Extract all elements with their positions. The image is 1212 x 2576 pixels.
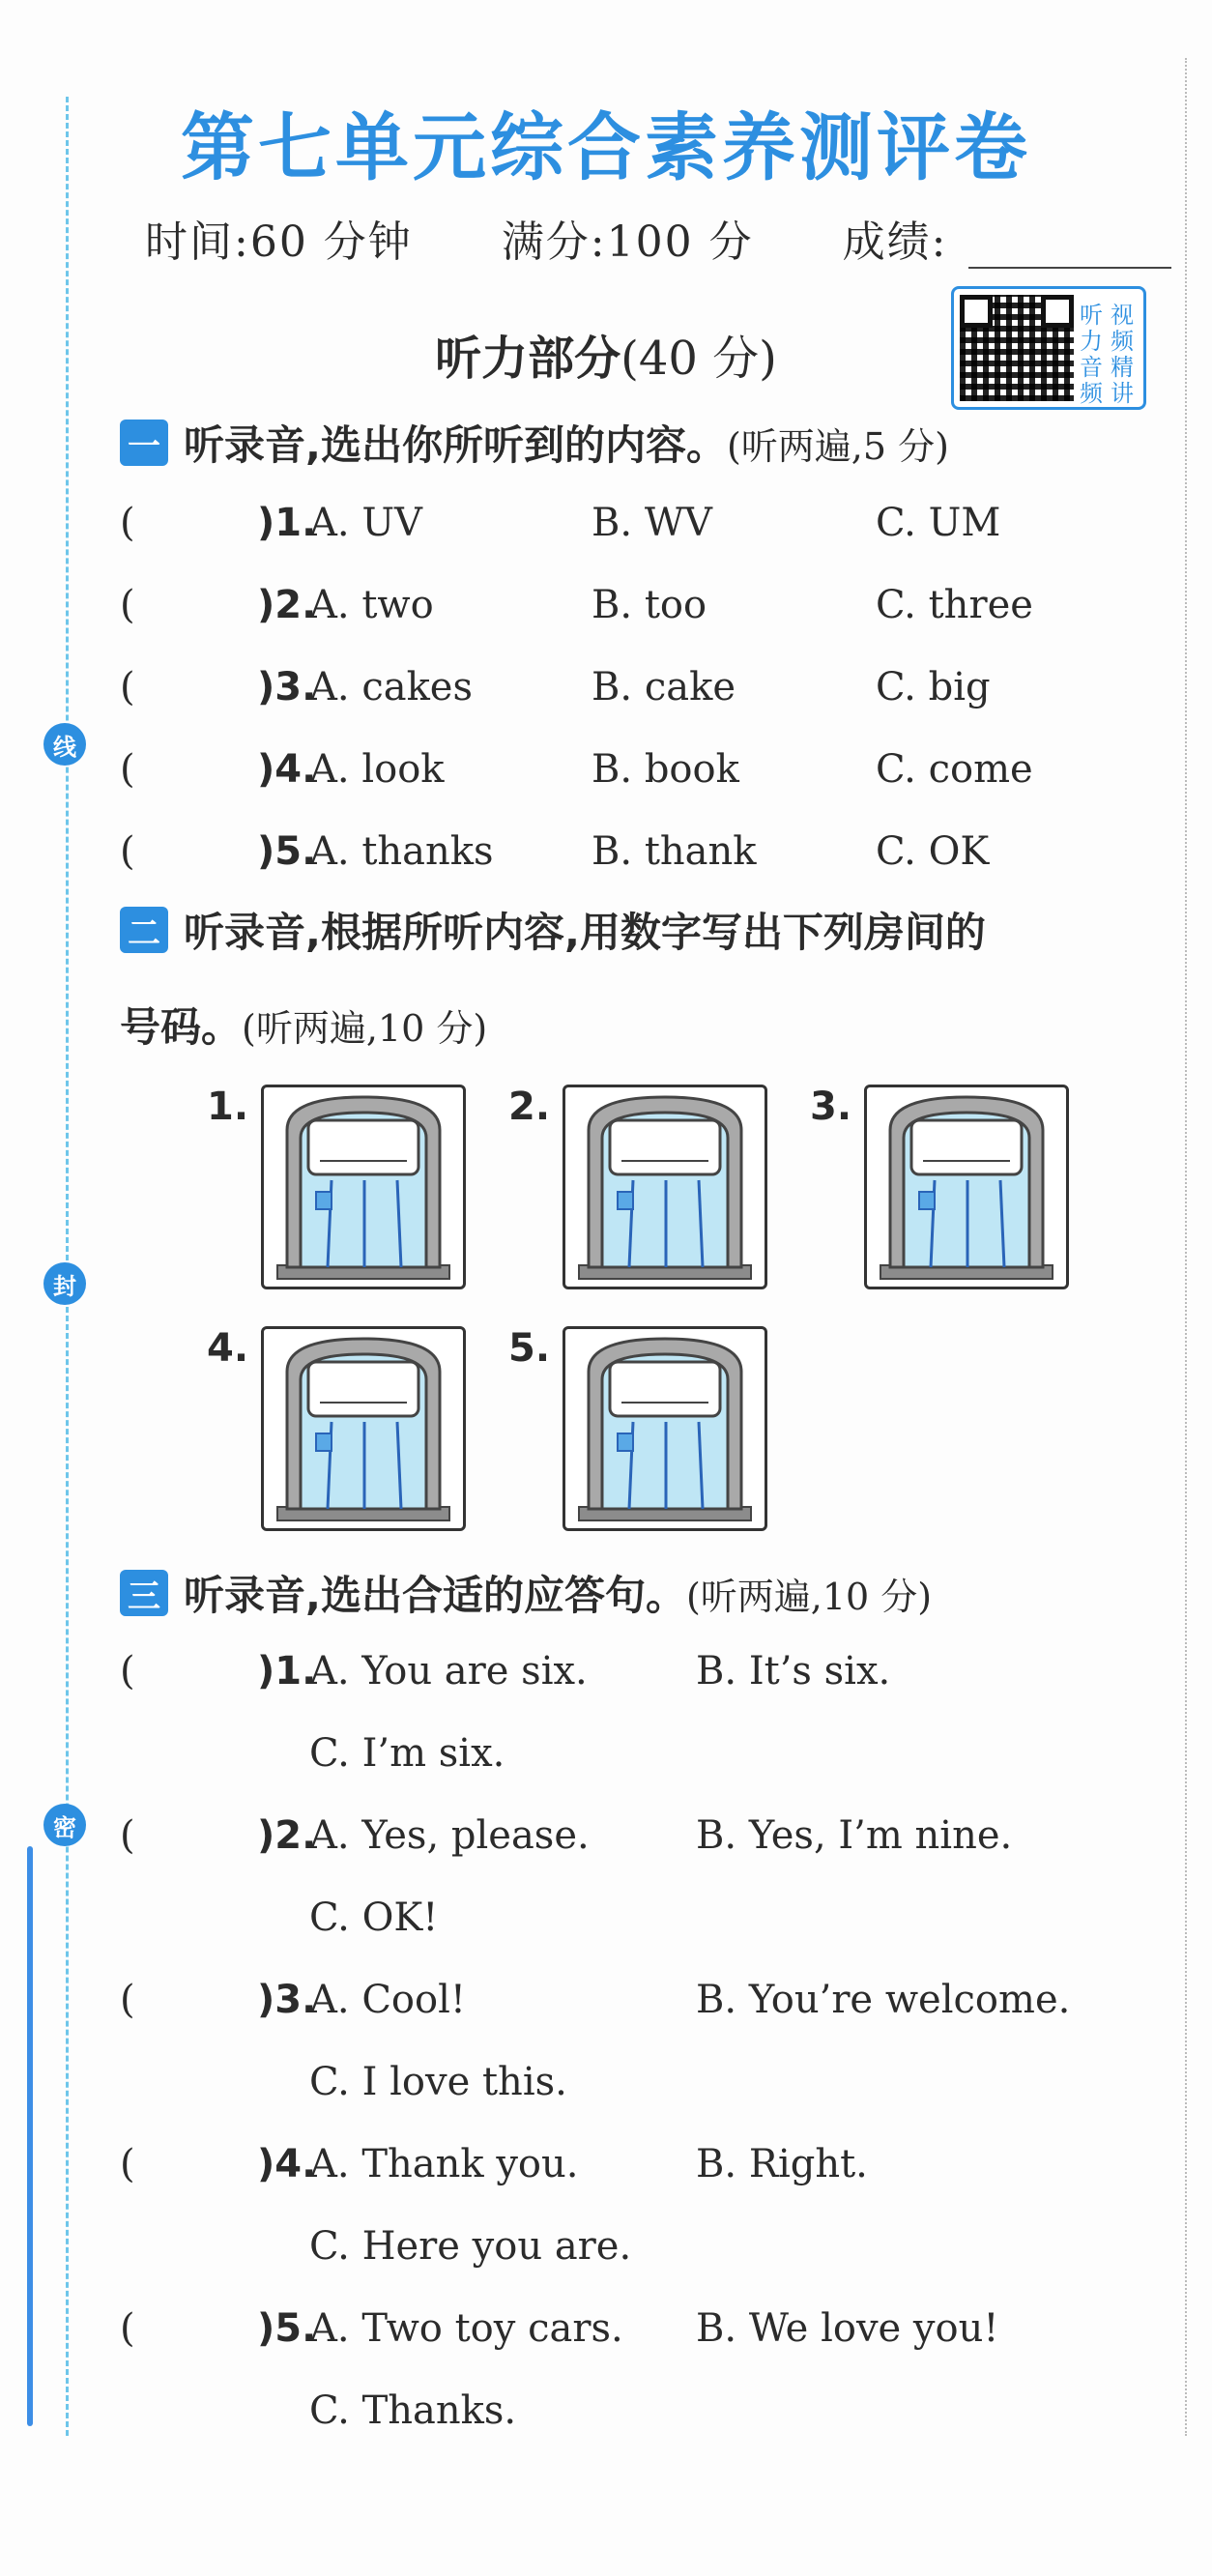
option-c[interactable]: C. three — [876, 583, 1033, 627]
door-picture — [864, 1085, 1069, 1289]
part-title-main: 听力部分 — [435, 332, 621, 386]
qr-code-panel[interactable] — [951, 286, 1146, 410]
question-row — [120, 665, 1183, 713]
option-a[interactable]: A. You are six. — [309, 1649, 588, 1693]
question-row-cont — [120, 2060, 1183, 2108]
qr-caption-char: 讲 — [1111, 380, 1134, 407]
answer-paren-open: ( — [120, 501, 135, 545]
question-number: )3. — [257, 1978, 317, 2022]
option-a[interactable]: A. look — [309, 747, 445, 792]
section-note: (听两遍,10 分) — [685, 1575, 933, 1618]
option-a[interactable]: A. thanks — [309, 829, 494, 874]
door-icon — [264, 1329, 463, 1528]
section-badge: 二 — [120, 907, 168, 953]
margin-mark-xian: 线 — [43, 723, 86, 766]
exam-meta — [145, 207, 1171, 269]
option-b[interactable]: B. cake — [592, 665, 736, 709]
margin-mark-feng: 封 — [43, 1262, 86, 1305]
door-picture — [261, 1326, 466, 1531]
door-icon — [565, 1329, 765, 1528]
question-number: )4. — [257, 747, 317, 792]
answer-paren-open: ( — [120, 829, 135, 874]
answer-paren-open: ( — [120, 1649, 135, 1693]
door-icon — [264, 1087, 463, 1287]
option-b[interactable]: B. thank — [592, 829, 757, 874]
section-badge: 一 — [120, 420, 168, 466]
qr-code-icon — [960, 295, 1074, 401]
qr-caption-char: 频 — [1080, 380, 1103, 407]
option-a[interactable]: A. UV — [309, 501, 422, 545]
question-row — [120, 501, 1183, 549]
option-c[interactable]: C. OK — [876, 829, 990, 874]
question-number: )1. — [257, 501, 317, 545]
score-blank[interactable] — [968, 228, 1171, 269]
option-c[interactable]: C. Thanks. — [309, 2388, 517, 2433]
section-instruction: 听录音,根据所听内容,用数字写出下列房间的 — [184, 909, 986, 956]
answer-paren-open: ( — [120, 1813, 135, 1858]
answer-paren-open: ( — [120, 2306, 135, 2351]
answer-paren-open: ( — [120, 665, 135, 709]
question-number: )2. — [257, 1813, 317, 1858]
door-number-label: 2. — [508, 1085, 551, 1129]
option-a[interactable]: A. Cool! — [309, 1978, 466, 2022]
question-number: )1. — [257, 1649, 317, 1693]
question-row — [120, 1978, 1183, 2026]
question-number: )5. — [257, 2306, 317, 2351]
question-number: )3. — [257, 665, 317, 709]
section-note: (听两遍,10 分) — [242, 1007, 488, 1050]
option-b[interactable]: B. We love you! — [696, 2306, 999, 2351]
option-b[interactable]: B. Right. — [696, 2142, 868, 2186]
question-number: )5. — [257, 829, 317, 874]
time-label: 时间:60 分钟 — [145, 217, 413, 267]
section-note: (听两遍,5 分) — [726, 424, 949, 468]
door-icon — [867, 1087, 1066, 1287]
door-number-label: 5. — [508, 1326, 551, 1371]
qr-caption-char: 视 — [1111, 302, 1134, 329]
option-c[interactable]: C. come — [876, 747, 1033, 792]
answer-paren-open: ( — [120, 2142, 135, 2186]
door-picture — [563, 1326, 767, 1531]
option-c[interactable]: C. I’m six. — [309, 1731, 505, 1776]
question-row-cont — [120, 2388, 1183, 2437]
question-row — [120, 829, 1183, 878]
question-number: )4. — [257, 2142, 317, 2186]
margin-mark-mi: 密 — [43, 1804, 86, 1846]
qr-caption — [1080, 289, 1141, 407]
option-c[interactable]: C. Here you are. — [309, 2224, 632, 2269]
door-picture — [563, 1085, 767, 1289]
question-number: )2. — [257, 583, 317, 627]
option-a[interactable]: A. Yes, please. — [309, 1813, 590, 1858]
option-b[interactable]: B. book — [592, 747, 739, 792]
question-row-cont — [120, 1731, 1183, 1780]
question-row — [120, 747, 1183, 796]
section-instruction: 听录音,选出合适的应答句。 — [184, 1572, 686, 1619]
qr-caption-char: 力 — [1080, 328, 1103, 355]
answer-paren-open: ( — [120, 583, 135, 627]
door-number-label: 1. — [207, 1085, 249, 1129]
part-title-score: (40 分) — [620, 332, 777, 386]
qr-caption-char: 频 — [1111, 328, 1134, 355]
qr-caption-char: 精 — [1111, 354, 1134, 381]
option-b[interactable]: B. You’re welcome. — [696, 1978, 1071, 2022]
question-row — [120, 583, 1183, 631]
qr-caption-char: 听 — [1080, 302, 1103, 329]
option-c[interactable]: C. OK! — [309, 1896, 439, 1940]
question-row — [120, 1649, 1183, 1697]
question-row — [120, 2306, 1183, 2355]
option-b[interactable]: B. It’s six. — [696, 1649, 891, 1693]
door-icon — [565, 1087, 765, 1287]
option-c[interactable]: C. I love this. — [309, 2060, 567, 2104]
option-b[interactable]: B. WV — [592, 501, 712, 545]
page-title: 第七单元综合素养测评卷 — [181, 104, 1031, 190]
qr-caption-char: 音 — [1080, 354, 1103, 381]
option-c[interactable]: C. big — [876, 665, 991, 709]
option-a[interactable]: A. Two toy cars. — [309, 2306, 623, 2351]
option-a[interactable]: A. two — [309, 583, 434, 627]
answer-paren-open: ( — [120, 1978, 135, 2022]
question-row-cont — [120, 2224, 1183, 2272]
question-row — [120, 1813, 1183, 1862]
door-picture — [261, 1085, 466, 1289]
section-2-heading-cont — [120, 996, 487, 1054]
option-b[interactable]: B. too — [592, 583, 707, 627]
answer-paren-open: ( — [120, 747, 135, 792]
door-number-label: 4. — [207, 1326, 249, 1371]
section-instruction: 听录音,选出你所听到的内容。 — [184, 421, 727, 469]
door-number-label: 3. — [810, 1085, 852, 1129]
score-label: 成绩: — [842, 217, 948, 267]
option-b[interactable]: B. Yes, I’m nine. — [696, 1813, 1013, 1858]
full-score-label: 满分:100 分 — [501, 217, 754, 267]
section-badge: 三 — [120, 1570, 168, 1616]
section-instruction-cont: 号码。 — [120, 1003, 243, 1051]
option-a[interactable]: A. cakes — [309, 665, 474, 709]
right-dotted-edge — [1185, 58, 1187, 2436]
section-1-heading — [120, 414, 949, 472]
question-row-cont — [120, 1896, 1183, 1944]
option-a[interactable]: A. Thank you. — [309, 2142, 579, 2186]
section-3-heading — [120, 1564, 932, 1622]
binding-solid-bar — [27, 1846, 33, 2426]
question-row — [120, 2142, 1183, 2190]
option-c[interactable]: C. UM — [876, 501, 1001, 545]
section-2-heading — [120, 901, 986, 959]
